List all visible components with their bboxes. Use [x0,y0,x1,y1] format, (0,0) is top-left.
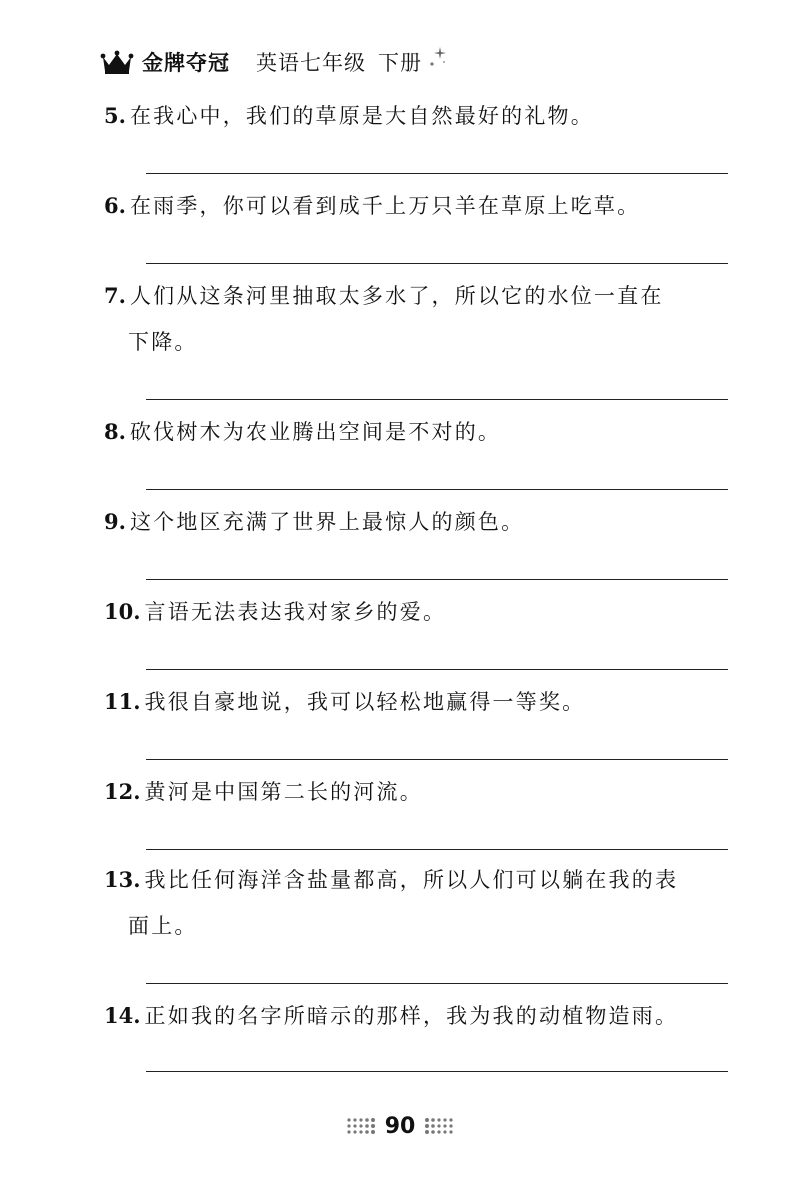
question-number: 5. [104,103,126,128]
question-7 [104,277,734,361]
answer-line-10[interactable] [146,669,728,670]
question-number: 8. [104,419,126,444]
question-14 [104,997,734,1035]
page-footer [0,1108,800,1144]
question-text: 人们从这条河里抽取太多水了，所以它的水位一直在 [129,284,664,308]
question-text-continued: 面上。 [128,914,198,938]
question-number: 14. [104,1003,141,1028]
page-header [100,44,520,80]
answer-line-12[interactable] [146,849,728,850]
question-text-continued: 下降。 [128,330,198,354]
answer-line-6[interactable] [146,263,728,264]
dot-pattern-right-icon [421,1115,455,1137]
question-text: 这个地区充满了世界上最惊人的颜色。 [129,510,525,534]
question-number: 6. [104,193,126,218]
answer-line-14[interactable] [146,1071,728,1072]
crown-icon [100,49,134,75]
question-9 [104,503,734,541]
question-text: 我很自豪地说，我可以轻松地赢得一等奖。 [144,690,586,714]
answer-line-9[interactable] [146,579,728,580]
brand-title: 金牌夺冠 [142,51,230,75]
question-text: 砍伐树木为农业腾出空间是不对的。 [129,420,502,444]
question-6 [104,187,734,225]
question-number: 9. [104,509,126,534]
book-volume: 下册 [378,51,422,75]
question-13 [104,861,734,945]
question-10 [104,593,734,631]
question-number: 10. [104,599,141,624]
question-text: 在我心中，我们的草原是大自然最好的礼物。 [129,104,594,128]
question-text: 在雨季，你可以看到成千上万只羊在草原上吃草。 [129,194,641,218]
question-number: 7. [104,283,126,308]
book-title: 英语七年级 [256,51,366,75]
question-5 [104,97,734,135]
question-text: 黄河是中国第二长的河流。 [144,780,423,804]
question-text: 言语无法表达我对家乡的爱。 [144,600,447,624]
answer-line-8[interactable] [146,489,728,490]
page-number: 90 [384,1113,416,1139]
question-number: 13. [104,867,141,892]
answer-line-11[interactable] [146,759,728,760]
question-number: 12. [104,779,141,804]
question-12 [104,773,734,811]
question-11 [104,683,734,721]
sparkle-icon [426,45,448,69]
answer-line-13[interactable] [146,983,728,984]
answer-line-7[interactable] [146,399,728,400]
answer-line-5[interactable] [146,173,728,174]
dot-pattern-left-icon [345,1115,379,1137]
question-text: 正如我的名字所暗示的那样，我为我的动植物造雨。 [144,1004,679,1028]
question-number: 11. [104,689,141,714]
question-8 [104,413,734,451]
question-text: 我比任何海洋含盐量都高，所以人们可以躺在我的表 [144,868,679,892]
